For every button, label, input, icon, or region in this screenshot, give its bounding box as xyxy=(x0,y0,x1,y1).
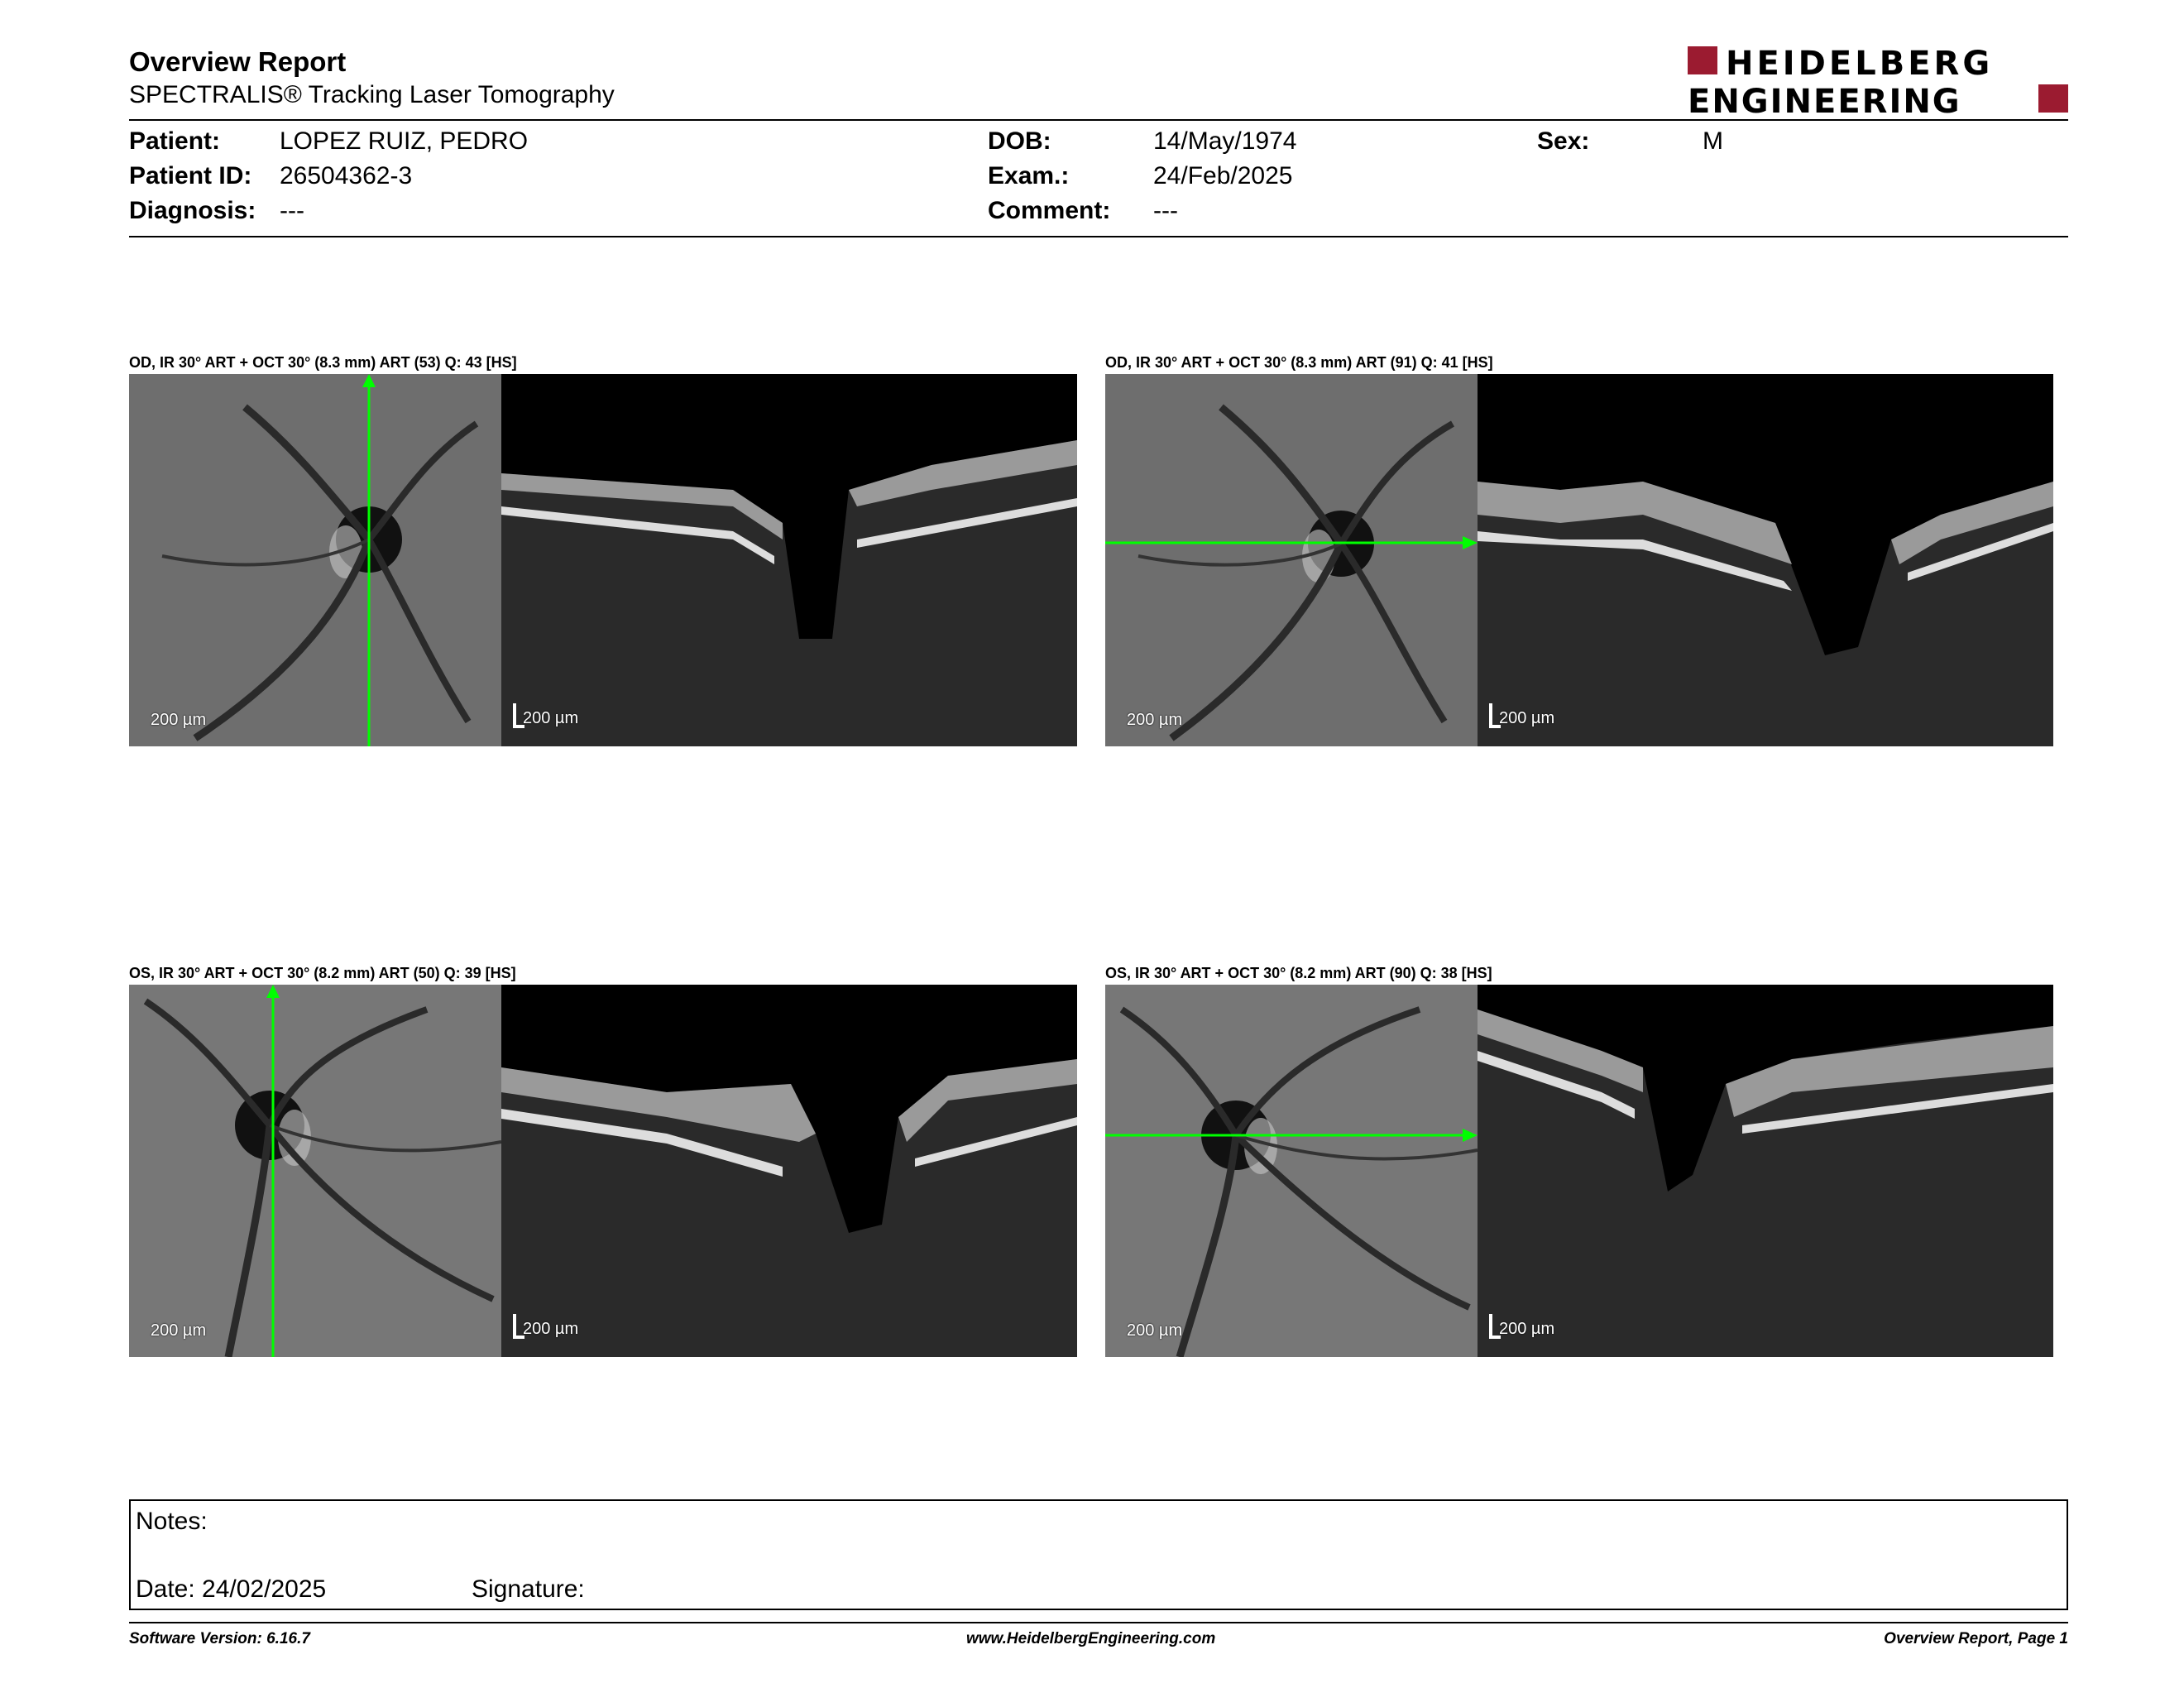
scale-bar xyxy=(142,1314,242,1340)
scale-bar xyxy=(1118,1314,1218,1340)
signature-label: Signature: xyxy=(472,1575,585,1603)
date-label: Date: 24/02/2025 xyxy=(136,1575,327,1603)
scale-bar xyxy=(513,1306,612,1339)
software-version: Software Version: 6.16.7 xyxy=(129,1630,310,1647)
fundus-image xyxy=(129,985,501,1357)
patient-id-value: 26504362-3 xyxy=(280,162,413,189)
diagnosis-value: --- xyxy=(280,197,304,224)
header-divider xyxy=(129,119,2068,121)
exam-value: 24/Feb/2025 xyxy=(1153,162,1293,189)
notes-box xyxy=(129,1499,2068,1610)
diagnosis-label: Diagnosis: xyxy=(129,197,256,224)
panel-caption: OS, IR 30° ART + OCT 30° (8.2 mm) ART (50) Q: 39 [HS] xyxy=(129,965,516,981)
heidelberg-logo xyxy=(1688,45,2068,116)
notes-label: Notes: xyxy=(136,1508,208,1535)
scale-bar xyxy=(513,695,612,728)
scan-line-vertical xyxy=(129,374,501,746)
logo-text-line1: HEIDELBERG xyxy=(1726,45,1994,83)
scale-bar xyxy=(1489,1306,1588,1339)
website-link[interactable]: www.HeidelbergEngineering.com xyxy=(966,1630,1216,1647)
oct-layers xyxy=(1478,374,2053,746)
scale-label: 200 µm xyxy=(1499,1320,1555,1338)
oct-layers xyxy=(501,374,1077,746)
panel-caption: OS, IR 30° ART + OCT 30° (8.2 mm) ART (90) Q: 38 [HS] xyxy=(1105,965,1492,981)
oct-bscan-image xyxy=(501,374,1077,746)
scale-bar xyxy=(1118,703,1218,730)
scale-bar xyxy=(1489,695,1588,728)
panel-caption: OD, IR 30° ART + OCT 30° (8.3 mm) ART (91) Q: 41 [HS] xyxy=(1105,354,1493,371)
scan-line-vertical xyxy=(129,985,501,1357)
logo-square-bottom xyxy=(2038,84,2068,113)
fundus-image xyxy=(1105,374,1478,746)
scale-label: 200 µm xyxy=(523,709,579,727)
oct-bscan-image xyxy=(1478,985,2053,1357)
footer-divider xyxy=(129,1622,2068,1623)
scale-label: 200 µm xyxy=(523,1320,579,1338)
patient-divider xyxy=(129,236,2068,237)
patient-value: LOPEZ RUIZ, PEDRO xyxy=(280,127,529,155)
oct-layers xyxy=(501,985,1077,1357)
exam-label: Exam.: xyxy=(988,162,1070,189)
report-title: Overview Report xyxy=(129,46,347,77)
sex-value: M xyxy=(1703,127,1723,155)
scan-line-horizontal xyxy=(1105,985,1478,1357)
scale-label: 200 µm xyxy=(151,711,207,729)
logo-text-line2: ENGINEERING xyxy=(1688,83,1961,116)
dob-value: 14/May/1974 xyxy=(1153,127,1297,155)
sex-label: Sex: xyxy=(1537,127,1590,155)
fundus-image xyxy=(1105,985,1478,1357)
comment-value: --- xyxy=(1153,197,1178,224)
scale-label: 200 µm xyxy=(1127,711,1183,729)
scale-label: 200 µm xyxy=(151,1321,207,1340)
report-subtitle: SPECTRALIS® Tracking Laser Tomography xyxy=(129,81,615,108)
scale-label: 200 µm xyxy=(1499,709,1555,727)
comment-label: Comment: xyxy=(988,197,1111,224)
panel-caption: OD, IR 30° ART + OCT 30° (8.3 mm) ART (53) Q: 43 [HS] xyxy=(129,354,517,371)
patient-label: Patient: xyxy=(129,127,221,155)
fundus-image xyxy=(129,374,501,746)
scan-line-horizontal xyxy=(1105,374,1478,746)
page-number: Overview Report, Page 1 xyxy=(1884,1630,2068,1647)
patient-id-label: Patient ID: xyxy=(129,162,252,189)
dob-label: DOB: xyxy=(988,127,1051,155)
oct-bscan-image xyxy=(1478,374,2053,746)
oct-bscan-image xyxy=(501,985,1077,1357)
scale-label: 200 µm xyxy=(1127,1321,1183,1340)
logo-square-top xyxy=(1688,46,1717,74)
oct-layers xyxy=(1478,985,2053,1357)
scale-bar xyxy=(142,703,242,730)
